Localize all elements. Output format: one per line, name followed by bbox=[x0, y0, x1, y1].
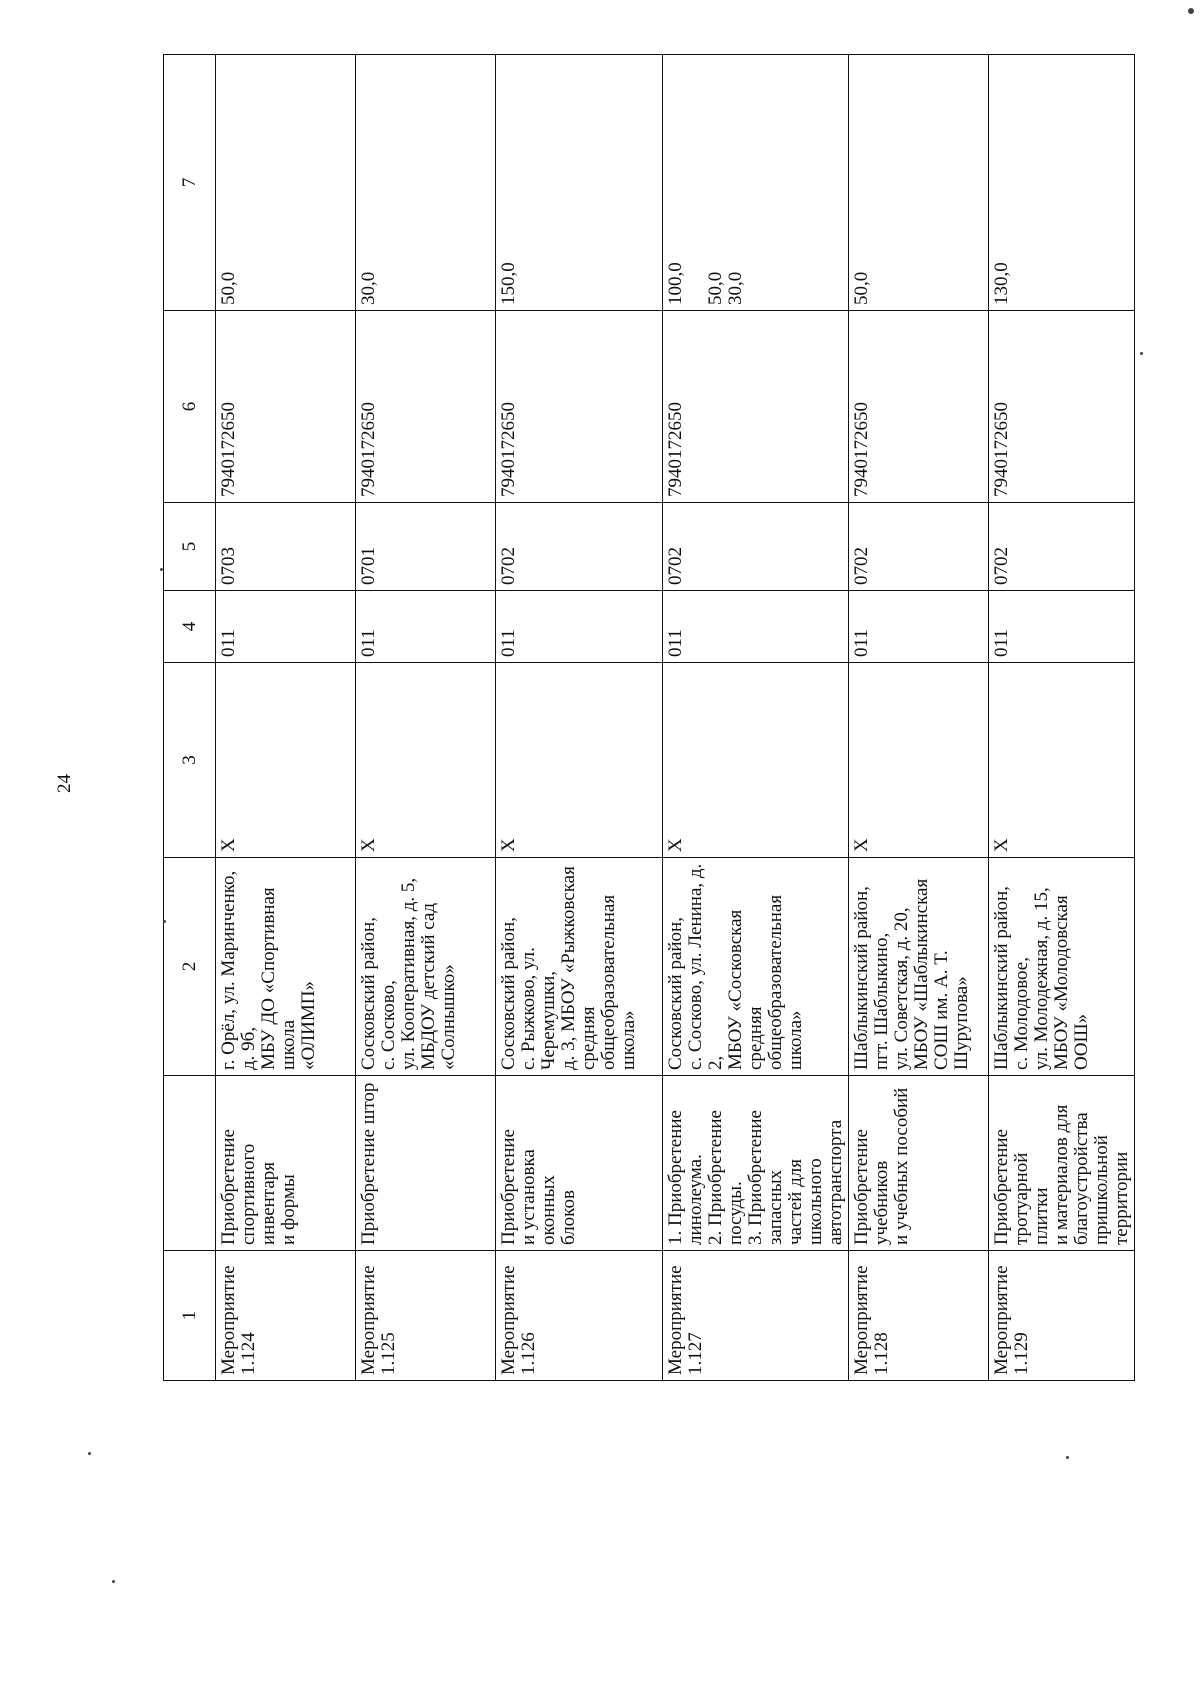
address-cell: Шаблыкинский район, с. Молодовое, ул. Молодежная, д. 15, МБОУ «Молодовская ООШ» bbox=[989, 858, 1135, 1076]
address-cell: Шаблыкинский район, пгт. Шаблыкино, ул. Советская, д. 20, МБОУ «Шаблыкинская СОШ им. А. Т. Шурупова» bbox=[849, 858, 989, 1076]
code-cell: 011 bbox=[496, 591, 663, 663]
mark-cell: Х bbox=[496, 663, 663, 858]
address-cell: Сосковский район, с. Сосково, ул. Кооперативная, д. 5, МБДОУ детский сад «Солнышко» bbox=[356, 858, 496, 1076]
section-code-cell: 0701 bbox=[356, 503, 496, 591]
scan-speck bbox=[1140, 352, 1143, 355]
header-cell: 7 bbox=[164, 55, 216, 311]
header-cell bbox=[164, 1076, 216, 1251]
event-description-cell: Приобретение тротуарной плитки и материалов для благоустройства пришкольной территории bbox=[989, 1076, 1135, 1251]
amount-cell: 30,0 bbox=[356, 55, 496, 311]
section-code-cell: 0702 bbox=[496, 503, 663, 591]
table-row bbox=[216, 55, 356, 1381]
section-code-cell: 0702 bbox=[989, 503, 1135, 591]
scan-speck bbox=[112, 1580, 115, 1583]
code-cell: 011 bbox=[216, 591, 356, 663]
amount-cell: 50,0 bbox=[849, 55, 989, 311]
amount-cell: 150,0 bbox=[496, 55, 663, 311]
mark-cell: Х bbox=[849, 663, 989, 858]
code-cell: 011 bbox=[849, 591, 989, 663]
header-cell: 6 bbox=[164, 311, 216, 503]
table-header-row bbox=[164, 55, 216, 1381]
code-cell: 011 bbox=[663, 591, 849, 663]
scan-speck bbox=[1188, 8, 1194, 14]
event-description-cell: Приобретение учебников и учебных пособий bbox=[849, 1076, 989, 1251]
section-code-cell: 0702 bbox=[849, 503, 989, 591]
scan-speck bbox=[160, 568, 163, 571]
target-code-cell: 7940172650 bbox=[989, 311, 1135, 503]
table-row bbox=[356, 55, 496, 1381]
budget-table bbox=[163, 54, 1135, 1381]
event-description-cell: Приобретение спортивного инвентаря и формы bbox=[216, 1076, 356, 1251]
mark-cell: Х bbox=[663, 663, 849, 858]
mark-cell: Х bbox=[989, 663, 1135, 858]
table-row bbox=[663, 55, 849, 1381]
event-id-cell: Мероприятие 1.127 bbox=[663, 1251, 849, 1381]
amount-cell: 130,0 bbox=[989, 55, 1135, 311]
target-code-cell: 7940172650 bbox=[849, 311, 989, 503]
header-cell: 1 bbox=[164, 1251, 216, 1381]
table-row bbox=[496, 55, 663, 1381]
header-cell: 5 bbox=[164, 503, 216, 591]
scan-speck bbox=[163, 920, 166, 923]
table-row bbox=[989, 55, 1135, 1381]
target-code-cell: 7940172650 bbox=[356, 311, 496, 503]
event-id-cell: Мероприятие 1.129 bbox=[989, 1251, 1135, 1381]
header-cell: 4 bbox=[164, 591, 216, 663]
rotated-table-sheet bbox=[163, 55, 1132, 1381]
event-description-cell: Приобретение штор bbox=[356, 1076, 496, 1251]
event-id-cell: Мероприятие 1.125 bbox=[356, 1251, 496, 1381]
address-cell: Сосковский район, с. Рыжково, ул. Черемушки, д. 3, МБОУ «Рыжковская средняя общеобразовательная школа» bbox=[496, 858, 663, 1076]
event-description-cell: Приобретение и установка оконных блоков bbox=[496, 1076, 663, 1251]
scan-speck bbox=[1066, 1456, 1069, 1459]
event-description-cell: 1. Приобретение линолеума. 2. Приобретение посуды. 3. Приобретение запасных частей для школьного автотранспорта bbox=[663, 1076, 849, 1251]
mark-cell: Х bbox=[216, 663, 356, 858]
target-code-cell: 7940172650 bbox=[663, 311, 849, 503]
scan-speck bbox=[88, 1452, 91, 1455]
header-cell: 2 bbox=[164, 858, 216, 1076]
amount-cell: 50,0 bbox=[216, 55, 356, 311]
mark-cell: Х bbox=[356, 663, 496, 858]
target-code-cell: 7940172650 bbox=[496, 311, 663, 503]
target-code-cell: 7940172650 bbox=[216, 311, 356, 503]
address-cell: Сосковский район, с. Сосково, ул. Ленина, д. 2, МБОУ «Сосковская средняя общеобразовательная школа» bbox=[663, 858, 849, 1076]
amount-cell: 100,0 50,0 30,0 bbox=[663, 55, 849, 311]
event-id-cell: Мероприятие 1.128 bbox=[849, 1251, 989, 1381]
section-code-cell: 0703 bbox=[216, 503, 356, 591]
table-row bbox=[849, 55, 989, 1381]
code-cell: 011 bbox=[356, 591, 496, 663]
section-code-cell: 0702 bbox=[663, 503, 849, 591]
event-id-cell: Мероприятие 1.126 bbox=[496, 1251, 663, 1381]
page-number: 24 bbox=[54, 774, 75, 793]
header-cell: 3 bbox=[164, 663, 216, 858]
address-cell: г. Орёл, ул. Маринченко, д. 9б, МБУ ДО «Спортивная школа «ОЛИМП» bbox=[216, 858, 356, 1076]
code-cell: 011 bbox=[989, 591, 1135, 663]
event-id-cell: Мероприятие 1.124 bbox=[216, 1251, 356, 1381]
